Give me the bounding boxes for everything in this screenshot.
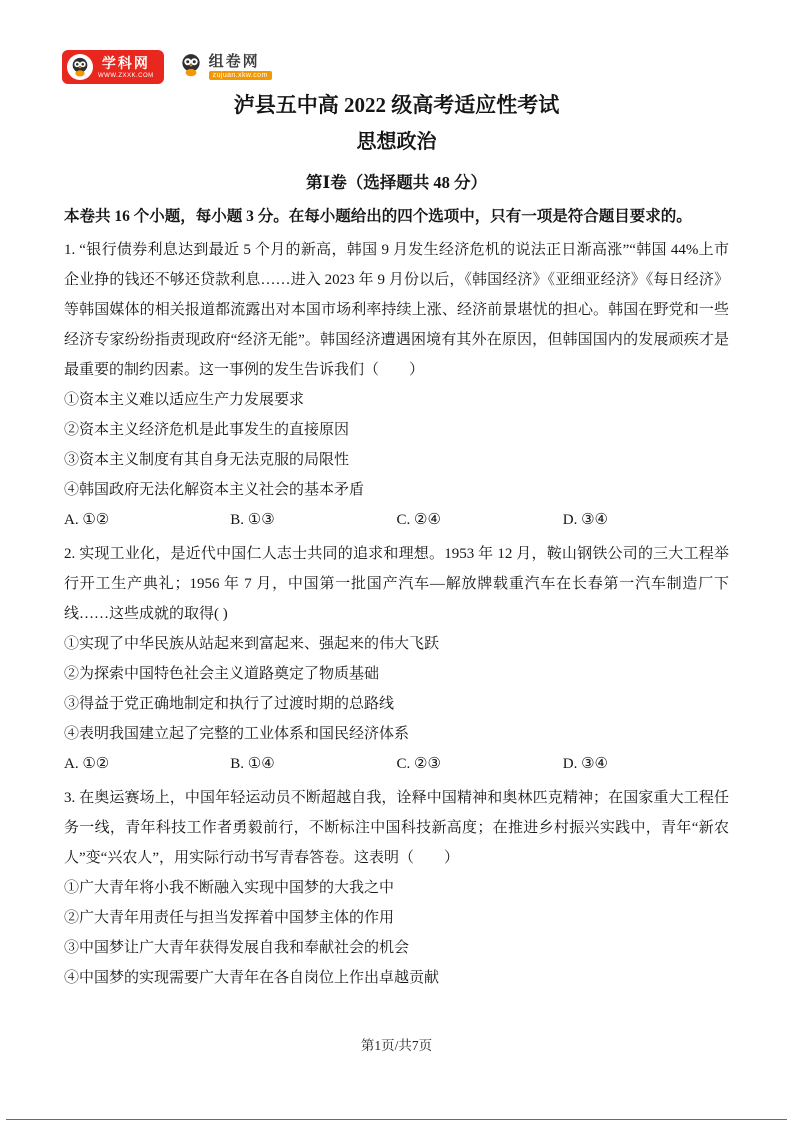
page-bottom-edge: [6, 1119, 787, 1120]
zujuan-logo-name: 组卷网: [208, 52, 260, 70]
page-footer: 第1页/共7页: [360, 1038, 433, 1053]
choices-row: [64, 505, 729, 535]
zujuan-logo-site: zujuan.xkw.com: [209, 71, 272, 81]
exam-content: [64, 0, 729, 993]
question-option: ①实现了中华民族从站起来到富起来、强起来的伟大飞跃: [64, 636, 440, 653]
choice-d: D. ③④: [562, 756, 608, 773]
question-block-1: [64, 235, 729, 535]
choice-d: D. ③④: [562, 512, 608, 529]
choice-b: B. ①③: [230, 512, 275, 529]
question-option: ③中国梦让广大青年获得发展自我和奉献社会的机会: [64, 940, 410, 957]
question-block-3: [64, 783, 729, 993]
choice-a: A. ①②: [64, 756, 110, 773]
question-option: ④韩国政府无法化解资本主义社会的基本矛盾: [64, 482, 365, 499]
exam-title: 泸县五中高 2022 级高考适应性考试: [233, 93, 560, 117]
question-option: ③得益于党正确地制定和执行了过渡时期的总路线: [64, 696, 395, 713]
question-option: ②资本主义经济危机是此事发生的直接原因: [64, 422, 350, 439]
choice-a: A. ①②: [64, 512, 110, 529]
choices-row: [64, 749, 729, 779]
section-heading: 第Ⅰ卷（选择题共 48 分）: [306, 173, 487, 193]
choice-c: C. ②③: [396, 756, 441, 773]
xkw-logo-name: 学科网: [101, 54, 150, 71]
question-option: ④表明我国建立起了完整的工业体系和国民经济体系: [64, 726, 410, 743]
exam-instructions: 本卷共 16 个小题，每小题 3 分。在每小题给出的四个选项中，只有一项是符合题目要求的。: [64, 208, 692, 226]
question-option: ②广大青年用责任与担当发挥着中国梦主体的作用: [64, 910, 395, 927]
choice-b: B. ①④: [230, 756, 275, 773]
question-option: ③资本主义制度有其自身无法克服的局限性: [64, 452, 350, 469]
choice-c: C. ②④: [396, 512, 441, 529]
question-option: ①资本主义难以适应生产力发展要求: [64, 392, 305, 409]
subject-title: 思想政治: [356, 131, 437, 154]
question-stem: 2. 实现工业化，是近代中国仁人志士共同的追求和理想。1953 年 12 月，鞍山钢铁公司的三大工程举行开工生产典礼；1956 年 7 月，中国第一批国产汽车—解放牌载重汽车在长春第一汽车制造厂下线……这些成就的取得( ): [64, 546, 729, 623]
question-option: ④中国梦的实现需要广大青年在各自岗位上作出卓越贡献: [64, 970, 440, 987]
question-option: ①广大青年将小我不断融入实现中国梦的大我之中: [64, 880, 395, 897]
xkw-logo-site: WWW.ZXXK.COM: [98, 72, 154, 79]
question-block-2: [64, 539, 729, 779]
question-option: ②为探索中国特色社会主义道路奠定了物质基础: [64, 666, 380, 683]
question-stem: 1. “银行债券利息达到最近 5 个月的新高，韩国 9 月发生经济危机的说法正日渐高涨”“韩国 44%上市企业挣的钱还不够还贷款利息……进入 2023 年 9 月份以后，《韩国经济》《亚细亚经济》《每日经济》等韩国媒体的相关报道都流露出对本国市场利率持续上涨、经济前景堪忧的担心。韩国在野党和一些经济专家纷纷指责现政府“经济无能”。韩国经济遭遇困境有其外在原因，但韩国国内的发展顽疾才是最重要的制约因素。这一事例的发生告诉我们（ ）: [64, 242, 729, 379]
question-stem: 3. 在奥运赛场上，中国年轻运动员不断超越自我，诠释中国精神和奥林匹克精神；在国家重大工程任务一线，青年科技工作者勇毅前行，不断标注中国科技新高度；在推进乡村振兴实践中，青年“新农人”变“兴农人”，用实际行动书写青春答卷。这表明（ ）: [64, 790, 729, 867]
